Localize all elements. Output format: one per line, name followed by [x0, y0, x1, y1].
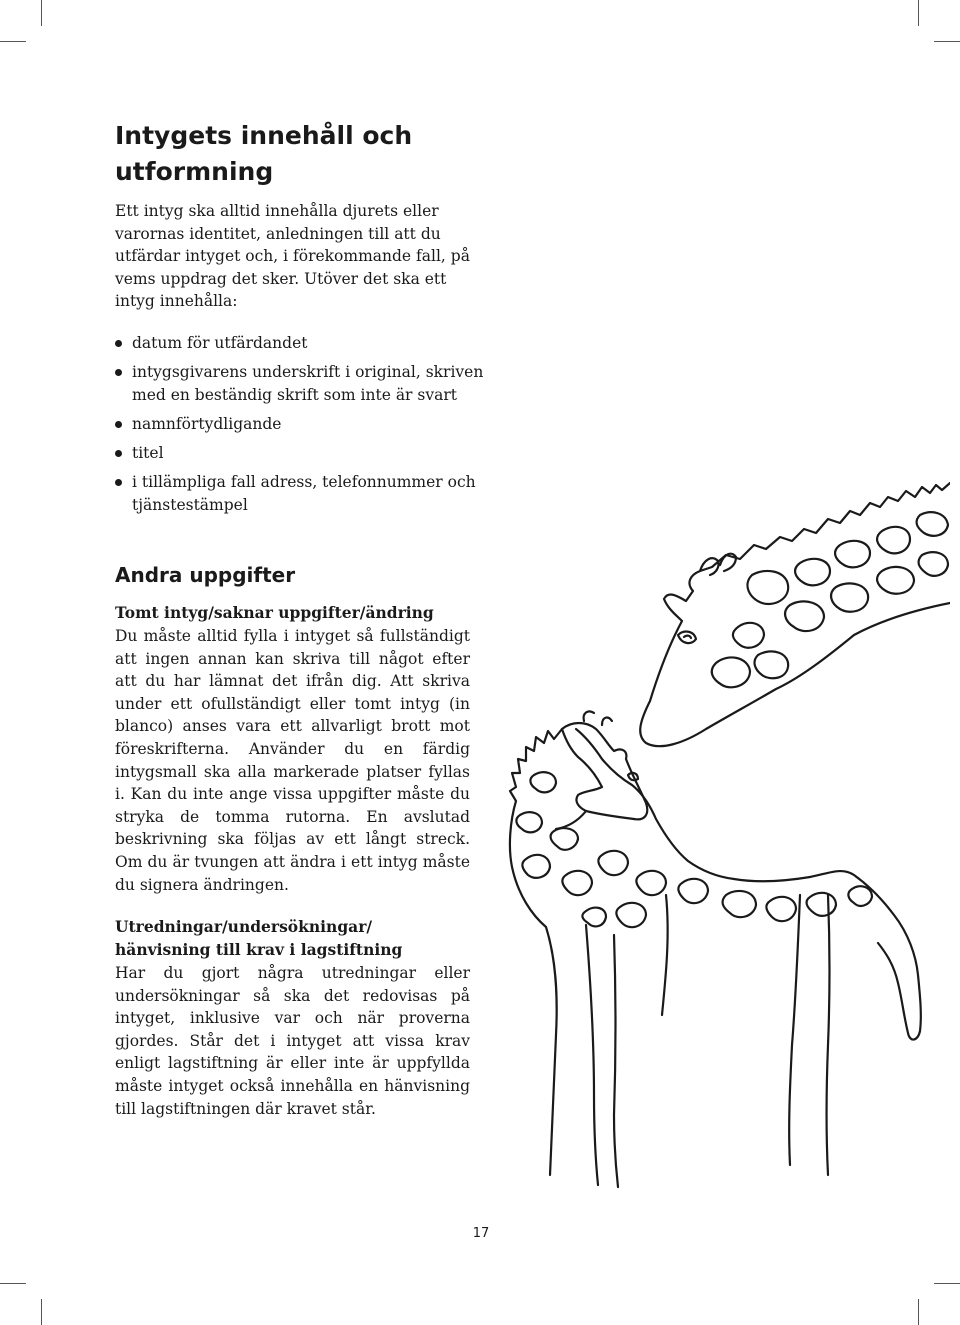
list-item-text: datum för utfärdandet	[132, 334, 308, 352]
baby-leg	[614, 935, 618, 1187]
requirements-list	[115, 332, 495, 523]
adult-ossicone	[700, 558, 719, 575]
list-item	[115, 361, 495, 407]
bullet-icon	[115, 450, 122, 457]
list-item-text: titel	[132, 444, 164, 462]
baby-leg	[789, 895, 800, 1165]
list-item	[115, 471, 495, 517]
crop-mark	[918, 0, 919, 26]
list-item	[115, 413, 495, 436]
list-item	[115, 442, 495, 465]
bullet-icon	[115, 340, 122, 347]
list-item	[115, 332, 495, 355]
bullet-icon	[115, 369, 122, 376]
crop-mark	[41, 1299, 42, 1325]
giraffe-illustration	[490, 475, 950, 1195]
crop-mark	[934, 1283, 960, 1284]
list-item-text: intygsgivarens underskrift i original, skriven med en beständig skrift som inte är svart	[132, 363, 484, 404]
baby-head	[562, 723, 647, 819]
baby-leg	[827, 895, 830, 1175]
list-item-text: i tillämpliga fall adress, telefonnummer och tjänstestämpel	[132, 473, 476, 514]
crop-mark	[918, 1299, 919, 1325]
baby-ossicone	[584, 711, 594, 721]
section1-title: Tomt intyg/saknar uppgifter/ändring	[115, 603, 434, 622]
bullet-icon	[115, 479, 122, 486]
baby-leg	[586, 925, 598, 1185]
baby-ossicone	[602, 718, 612, 725]
section2-text: Har du gjort några utredningar eller undersökningar så ska det redovisas på intyget, inklusive var och när proverna gjordes. Står det i intyget att vissa krav enligt lagstiftning är eller inte är uppfyllda måste intyget också innehålla en hänvisning till lagstiftningen där kravet står.	[115, 964, 470, 1118]
bullet-icon	[115, 421, 122, 428]
crop-mark	[41, 0, 42, 26]
crop-mark	[934, 41, 960, 42]
page-number: 17	[472, 1226, 490, 1241]
section-heading: Andra uppgifter	[115, 563, 296, 587]
adult-giraffe-outline	[640, 483, 950, 746]
crop-mark	[0, 1283, 26, 1284]
baby-giraffe-outline	[510, 729, 562, 1175]
section2-title-line2: hänvisning till krav i lagstiftning	[115, 939, 403, 959]
intro-paragraph: Ett intyg ska alltid innehålla djurets eller varornas identitet, anledningen till att du utfärdar intyget och, i förekommande fall, på vems uppdrag det sker. Utöver det ska ett intyg innehålla:	[115, 202, 470, 311]
section2-title-line1: Utredningar/undersökningar/	[115, 917, 373, 936]
page-title: Intygets innehåll och utformning	[115, 121, 413, 186]
baby-leg	[662, 895, 668, 1015]
adult-eye	[678, 632, 696, 644]
section2-title	[115, 916, 475, 961]
crop-mark	[0, 41, 26, 42]
list-item-text: namnförtydligande	[132, 415, 282, 433]
section1-text: Du måste alltid fylla i intyget så fullständigt att ingen annan kan skriva till något efter att du har lämnat det ifrån dig. Att skriva under ett ofullständigt eller tomt intyg (in blanco) anses vara ett allvarligt brott mot föreskrifterna. Använder du en färdig intygsmall ska alla markerade platser fyllas i. Kan du inte ange vissa uppgifter måste du stryka de tomma rutorna. En avslutad beskrivning ska följas av ett långt streck. Om du är tvungen att ändra i ett intyg måste du signera ändringen.	[115, 627, 470, 894]
